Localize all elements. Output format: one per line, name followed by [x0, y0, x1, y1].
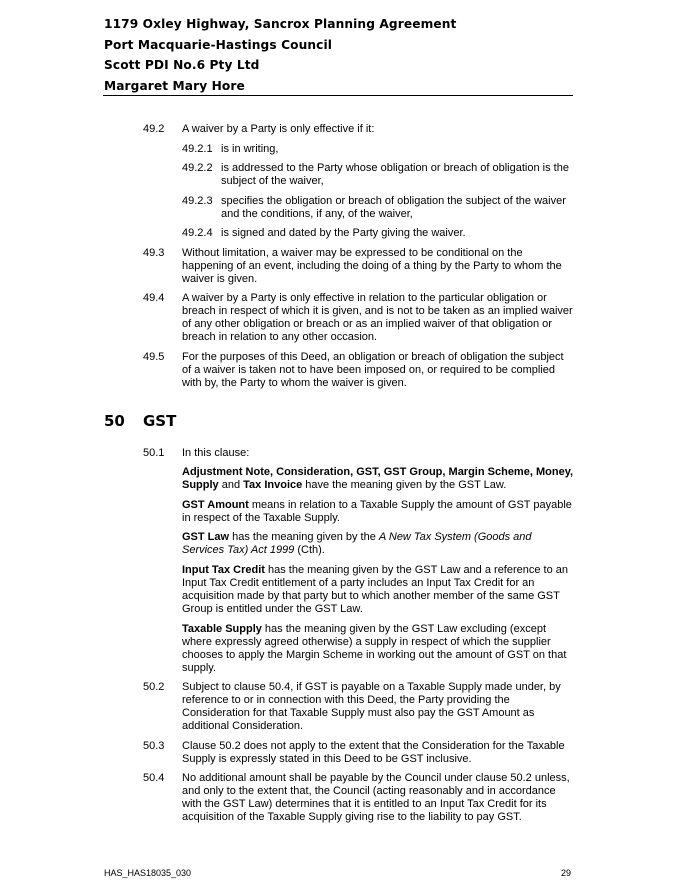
definition-taxable-supply [182, 623, 574, 675]
defined-term: Consideration [276, 466, 351, 478]
clause-text: No additional amount shall be payable by the Council under clause 50.2 unless, and only to the extent that, the Council (acting reasonably and in accordance with the GST Law) determines that it is entitled to an Input Tax Credit for its acquisition of the Taxable Supply giving rise to the liability to pay GST. [182, 772, 570, 823]
header-project-title: 1179 Oxley Highway, Sancrox Planning Agreement [104, 17, 457, 31]
defined-term: Input Tax Credit [182, 564, 265, 576]
defined-term: GST Group [383, 466, 443, 478]
definition-text: have the meaning given by the GST Law. [302, 479, 507, 491]
clause-number: 50.4 [143, 772, 165, 784]
clause-number: 49.5 [143, 351, 165, 363]
act-title: A New Tax System (Goods and Services Tax) Act 1999 [182, 531, 532, 556]
clause-text: A waiver by a Party is only effective if it: [182, 123, 375, 135]
definition-text: has the meaning given by the GST Law excluding (except where expressly agreed otherwise) a supply in respect of which the supplier chooses to apply the Margin Scheme in working out the amount of GST on that supply. [182, 623, 567, 674]
footer-page-number: 29 [561, 868, 572, 878]
definition-text: (Cth). [294, 544, 325, 556]
defined-term: GST [356, 466, 378, 478]
clause-number: 49.2 [143, 123, 165, 135]
term-separator: and [218, 479, 244, 491]
clause-text: For the purposes of this Deed, an obligation or breach of obligation the subject of a waiver is taken not to have been imposed on, or required to be complied with by, the Party to whom the waiver is given. [182, 351, 564, 389]
definition-gst-law [182, 531, 574, 557]
definition-defined-terms [182, 466, 574, 492]
subclause-text: specifies the obligation or breach of obligation the subject of the waiver and the conditions, if any, of the waiver, [221, 195, 566, 220]
defined-term: GST Amount [182, 499, 249, 511]
footer-document-reference: HAS_HAS18035_030 [104, 868, 192, 878]
clause-text: Subject to clause 50.4, if GST is payable on a Taxable Supply made under, by reference to or in connection with this Deed, the Party providing the Consideration for that Taxable Supply must also pay the GST Amount as additional Consideration. [182, 681, 561, 732]
clause-number: 49.4 [143, 292, 165, 304]
definition-gst-amount [182, 499, 574, 525]
section-title: GST [143, 412, 177, 430]
clause-text: In this clause: [182, 447, 250, 459]
section-number: 50 [104, 412, 125, 430]
subclause-text: is addressed to the Party whose obligation or breach of obligation is the subject of the waiver, [221, 162, 569, 187]
term-separator: , [270, 466, 277, 478]
clause-number: 50.1 [143, 447, 165, 459]
clause-number: 50.3 [143, 740, 165, 752]
defined-term: Tax Invoice [243, 479, 303, 491]
defined-term: GST Law [182, 531, 230, 543]
term-separator: , [529, 466, 536, 478]
subclause-number: 49.2.2 [182, 162, 213, 174]
clause-text: Clause 50.2 does not apply to the extent that the Consideration for the Taxable Supply is expressly stated in this Deed to be GST inclusive. [182, 740, 565, 765]
definition-text: has the meaning given by the [229, 531, 379, 543]
header-divider [103, 95, 573, 96]
defined-term: Margin Scheme [448, 466, 530, 478]
term-separator: , [442, 466, 449, 478]
subclause-text: is signed and dated by the Party giving the waiver. [221, 227, 466, 239]
definition-input-tax-credit [182, 564, 574, 616]
definition-text: means in relation to a Taxable Supply the amount of GST payable in respect of the Taxable Supply. [182, 499, 572, 524]
clause-number: 49.3 [143, 247, 165, 259]
term-separator: , [377, 466, 384, 478]
clause-number: 50.2 [143, 681, 165, 693]
subclause-number: 49.2.3 [182, 195, 213, 207]
header-council-name: Port Macquarie-Hastings Council [104, 38, 333, 52]
clause-text: A waiver by a Party is only effective in relation to the particular obligation or breach in respect of which it is given, and is not to be taken as an implied waiver of any other obligation or breach or as an implied waiver of that obligation or breach in relation to any other occasion. [182, 292, 573, 343]
subclause-number: 49.2.4 [182, 227, 213, 239]
definition-text: has the meaning given by the GST Law and a reference to an Input Tax Credit entitlement of a party includes an Input Tax Credit for an acquisition made by that party but to which another member of the same GST Group is entitled under the GST Law. [182, 564, 569, 615]
clause-text: Without limitation, a waiver may be expressed to be conditional on the happening of an event, including the doing of a thing by the Party to whom the waiver is given. [182, 247, 562, 285]
defined-term: Taxable Supply [182, 623, 262, 635]
term-separator: , [350, 466, 357, 478]
subclause-text: is in writing, [221, 143, 279, 155]
defined-term: Money, Supply [182, 466, 574, 491]
subclause-number: 49.2.1 [182, 143, 213, 155]
defined-term: Adjustment Note [182, 466, 270, 478]
header-landowner-name: Margaret Mary Hore [104, 79, 245, 93]
header-developer-name: Scott PDI No.6 Pty Ltd [104, 58, 260, 72]
